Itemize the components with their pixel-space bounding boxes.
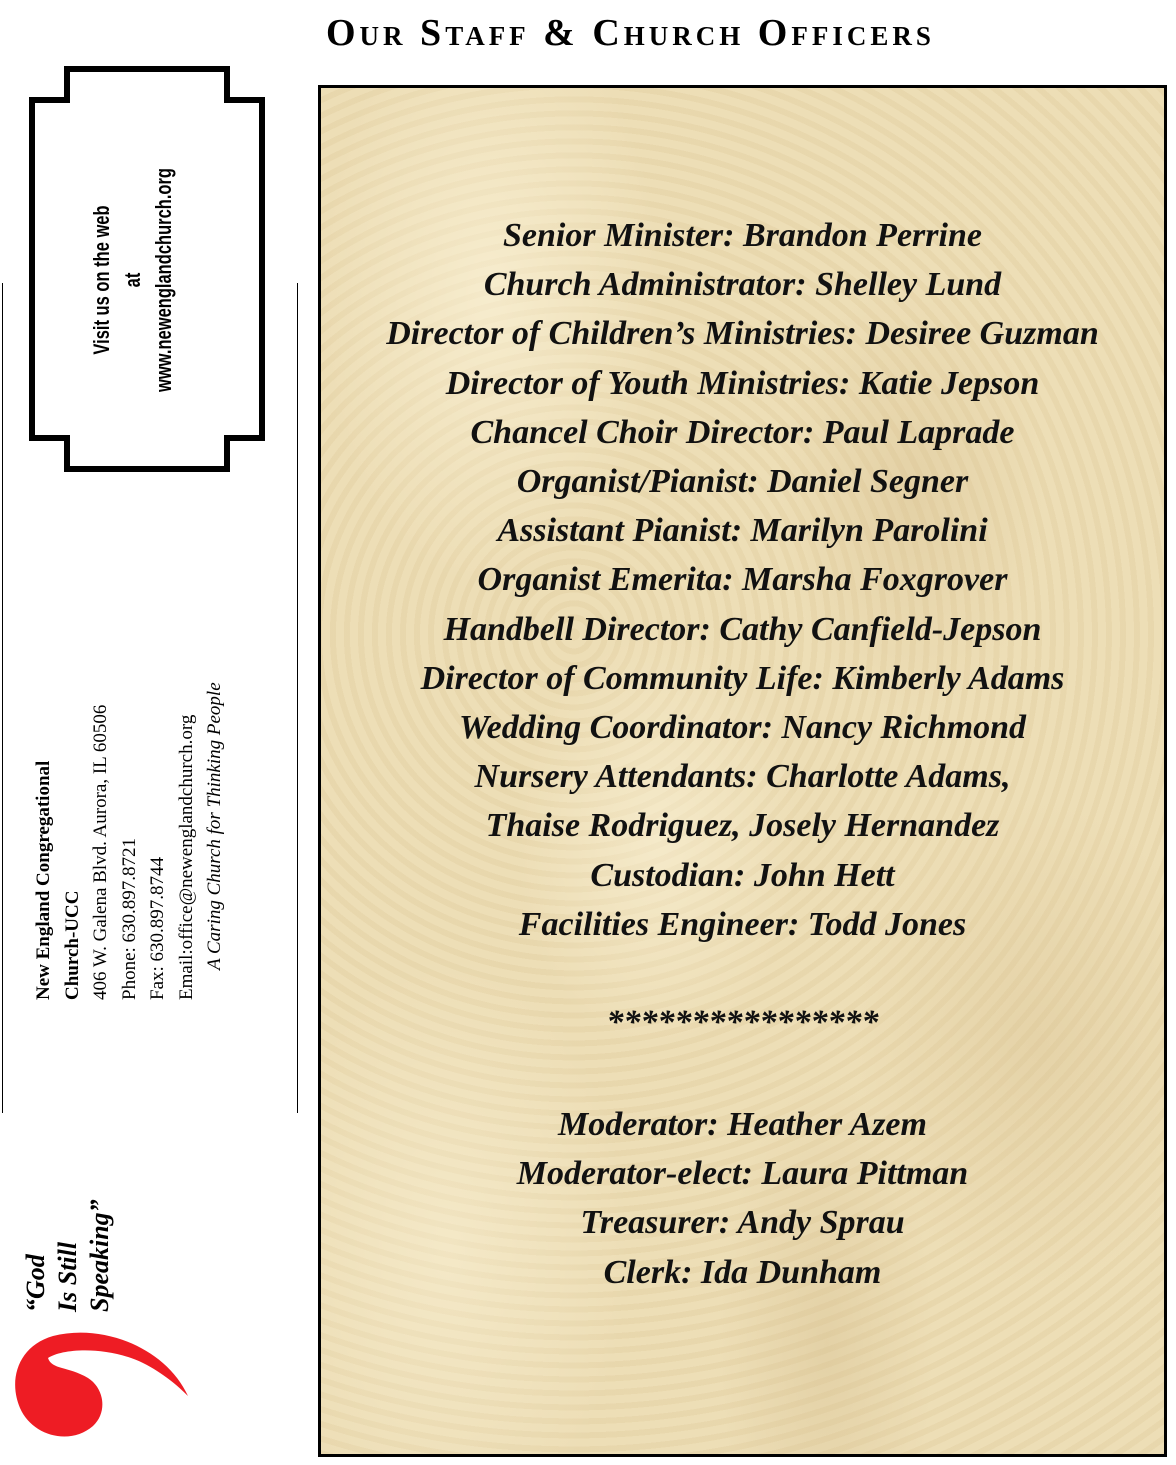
staff-entry: Custodian: John Hett: [590, 856, 895, 894]
slogan-line-3: Speaking”: [85, 1199, 114, 1312]
church-name-line-1: New England Congregational: [33, 760, 54, 1000]
comma-logo-icon: [8, 1318, 193, 1448]
staff-entry: Wedding Coordinator: Nancy Richmond: [458, 709, 1027, 747]
church-name-line-2: Church-UCC: [61, 890, 83, 1000]
staff-entry: Senior Minister: Brandon Perrine: [503, 217, 982, 254]
street-address: 406 W. Galena Blvd. Aurora, IL 60506: [90, 704, 111, 1000]
email-address: Email:office@newenglandchurch.org: [175, 714, 197, 1000]
staff-entry: Thaise Rodriguez, Josely Hernandez: [485, 807, 1000, 845]
website-line-1: Visit us on the web: [89, 205, 114, 355]
staff-entry: Director of Children’s Ministries: Desiree Guzman: [386, 315, 1099, 353]
phone-number: Phone: 630.897.8721: [118, 837, 140, 1000]
officer-entry: Moderator-elect: Laura Pittman: [516, 1155, 969, 1193]
right-divider: [297, 283, 298, 1113]
staff-entry: Assistant Pianist: Marilyn Parolini: [497, 512, 988, 550]
staff-panel: [318, 85, 1167, 1457]
website-text: [86, 160, 179, 400]
left-divider: [2, 283, 3, 1113]
staff-entry: Handbell Director: Cathy Canfield-Jepson: [443, 610, 1042, 648]
staff-entry: Director of Community Life: Kimberly Adams: [420, 659, 1065, 697]
slogan-line-1: “God: [21, 1254, 50, 1312]
tagline: A Caring Church for Thinking People: [204, 682, 225, 970]
staff-entry: Organist Emerita: Marsha Foxgrover: [477, 561, 1008, 599]
separator-stars: ****************: [606, 1004, 879, 1041]
officer-entry: Moderator: Heather Azem: [558, 1106, 927, 1143]
address-block: [30, 580, 230, 1000]
website-line-2: at: [120, 272, 145, 288]
separator: [321, 998, 1164, 1047]
officer-entry: Clerk: Ida Dunham: [603, 1253, 882, 1291]
staff-list: [321, 211, 1164, 949]
officer-entry: Treasurer: Andy Sprau: [580, 1204, 905, 1242]
slogan-line-2: Is Still: [53, 1241, 82, 1312]
officer-list: [321, 1100, 1164, 1297]
staff-entry: Organist/Pianist: Daniel Segner: [516, 463, 969, 501]
staff-entry: Director of Youth Ministries: Katie Jepson: [445, 364, 1040, 402]
page-title: Our Staff & Church Officers: [326, 12, 935, 54]
fax-number: Fax: 630.897.8744: [147, 856, 168, 1000]
website-url: www.newenglandchurch.org: [151, 168, 176, 392]
staff-entry: Nursery Attendants: Charlotte Adams,: [474, 758, 1011, 796]
staff-entry: Chancel Choir Director: Paul Laprade: [470, 413, 1015, 451]
staff-entry: Church Administrator: Shelley Lund: [483, 266, 1002, 304]
staff-entry: Facilities Engineer: Todd Jones: [518, 905, 967, 943]
slogan: [20, 1152, 116, 1312]
